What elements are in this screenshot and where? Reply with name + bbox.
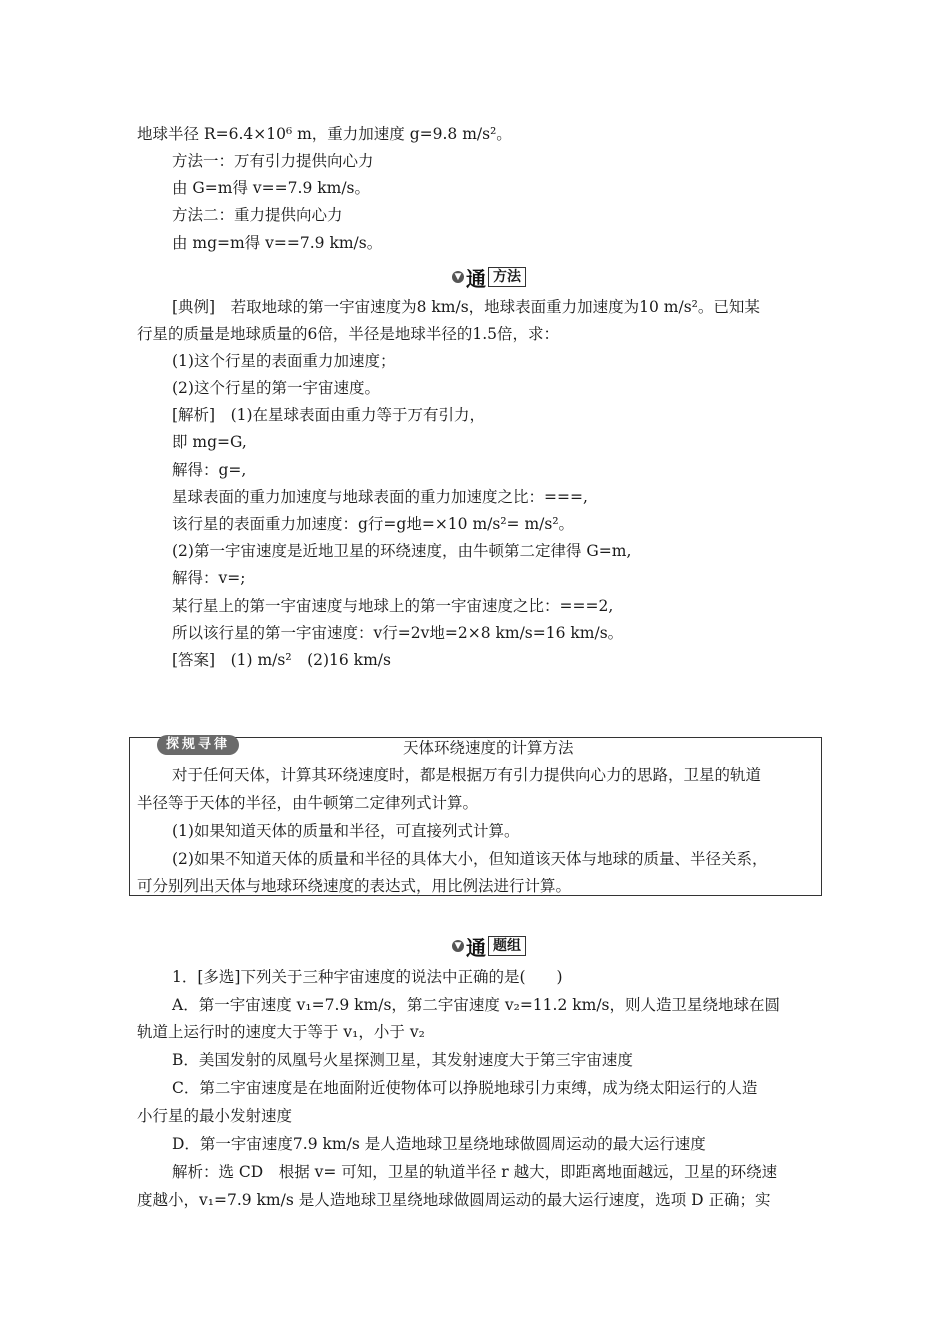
example-line-11: 解得：v=; [172, 569, 246, 587]
example-line-8: 星球表面的重力加速度与地球表面的重力加速度之比：===, [172, 488, 588, 506]
question-line-2: A．第一宇宙速度 v₁=7.9 km/s，第二宇宙速度 v₂=11.2 km/s，则人造卫星绕地球在圆 [172, 996, 781, 1014]
example-line-13: 所以该行星的第一宇宙速度：v行=2v地=2×8 km/s=16 km/s。 [172, 624, 624, 642]
question-line-5: C．第二宇宙速度是在地面附近使物体可以挣脱地球引力束缚，成为绕太阳运行的人造 [172, 1079, 758, 1097]
question-line-1: 1．[多选]下列关于三种宇宙速度的说法中正确的是( ) [172, 968, 563, 986]
question-line-4: B．美国发射的凤凰号火星探测卫星，其发射速度大于第三宇宙速度 [172, 1051, 633, 1069]
banner-big-char: 通 [466, 935, 486, 960]
rule-box [129, 737, 822, 896]
rule-line-4: (2)如果不知道天体的质量和半径的具体大小，但知道该天体与地球的质量、半径关系， [172, 850, 768, 868]
example-line-5: [解析] (1)在星球表面由重力等于万有引力， [172, 406, 486, 424]
intro-line-2: 方法一：万有引力提供向心力 [172, 152, 374, 170]
triangle-down-icon: ▼ [452, 271, 464, 283]
rule-line-3: (1)如果知道天体的质量和半径，可直接列式计算。 [172, 822, 520, 840]
section-banner-method [452, 265, 526, 289]
example-line-10: (2)第一宇宙速度是近地卫星的环绕速度，由牛顿第二定律得 G=m, [172, 542, 632, 560]
example-line-12: 某行星上的第一宇宙速度与地球上的第一宇宙速度之比：===2, [172, 597, 614, 615]
question-line-3: 轨道上运行时的速度大于等于 v₁，小于 v₂ [137, 1023, 425, 1041]
rule-tag: 探规寻律 [157, 735, 239, 755]
intro-line-1: 地球半径 R=6.4×10⁶ m，重力加速度 g=9.8 m/s²。 [137, 125, 512, 143]
banner-big-char: 通 [466, 266, 486, 291]
rule-line-1: 对于任何天体，计算其环绕速度时，都是根据万有引力提供向心力的思路，卫星的轨道 [172, 766, 762, 784]
example-line-7: 解得：g=, [172, 461, 247, 479]
question-line-7: D．第一宇宙速度7.9 km/s 是人造地球卫星绕地球做圆周运动的最大运行速度 [172, 1135, 706, 1153]
question-line-6: 小行星的最小发射速度 [137, 1107, 293, 1125]
intro-line-5: 由 mg=m得 v==7.9 km/s。 [172, 234, 383, 252]
triangle-down-icon: ▼ [452, 940, 464, 952]
intro-line-4: 方法二：重力提供向心力 [172, 206, 343, 224]
rule-line-5: 可分别列出天体与地球环绕速度的表达式，用比例法进行计算。 [137, 877, 572, 895]
rule-title: 天体环绕速度的计算方法 [403, 739, 574, 757]
example-line-6: 即 mg=G, [172, 433, 247, 451]
example-line-14: [答案] (1) m/s² (2)16 km/s [172, 651, 391, 669]
intro-line-3: 由 G=m得 v==7.9 km/s。 [172, 179, 370, 197]
section-banner-exercises [452, 934, 526, 958]
example-line-9: 该行星的表面重力加速度：g行=g地=×10 m/s²= m/s²。 [172, 515, 575, 533]
example-line-3: (1)这个行星的表面重力加速度； [172, 352, 396, 370]
question-line-8: 解析：选 CD 根据 v= 可知，卫星的轨道半径 r 越大，即距离地面越远，卫星的环绕速 [172, 1163, 778, 1181]
example-line-2: 行星的质量是地球质量的6倍，半径是地球半径的1.5倍，求： [137, 325, 560, 343]
example-line-4: (2)这个行星的第一宇宙速度。 [172, 379, 380, 397]
question-line-9: 度越小，v₁=7.9 km/s 是人造地球卫星绕地球做圆周运动的最大运行速度，选项 D 正确；实 [137, 1191, 771, 1209]
rule-line-2: 半径等于天体的半径，由牛顿第二定律列式计算。 [137, 794, 479, 812]
banner-label: 方法 [488, 267, 526, 287]
banner-label: 题组 [488, 936, 526, 956]
example-line-1: [典例] 若取地球的第一宇宙速度为8 km/s，地球表面重力加速度为10 m/s²。已知某 [172, 298, 760, 316]
